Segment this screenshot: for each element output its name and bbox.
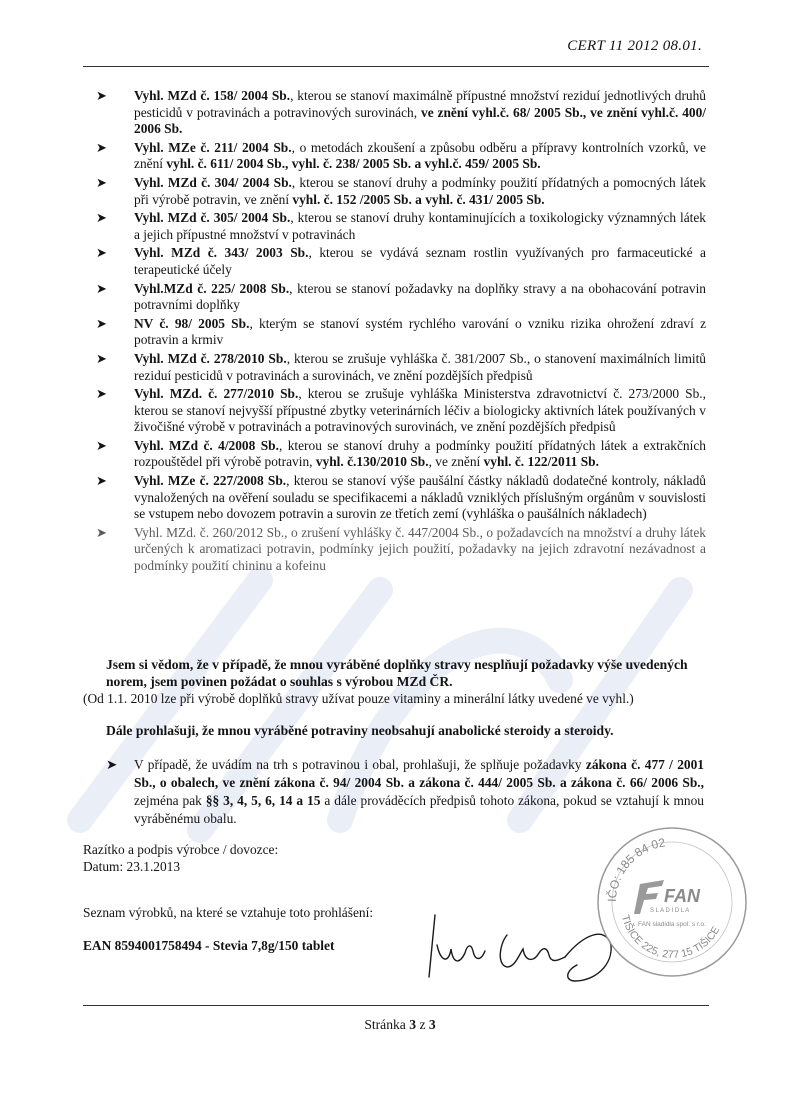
- declaration-steroids: Dále prohlašuji, že mnou vyráběné potraviny neobsahují anabolické steroidy a steroidy.: [106, 723, 614, 738]
- certificate-code: CERT 11 2012 08.01.: [567, 38, 702, 54]
- list-item: ➤ Vyhl. MZd č. 304/ 2004 Sb., kterou se stanoví druhy a podmínky použití přídatných a pomocných látek při výrobě potravin, ve znění vyhl. č. 152 /2005 Sb. a vyhl. č. 431/ 2005 Sb.: [96, 174, 706, 207]
- arrow-bullet-icon: ➤: [96, 386, 107, 402]
- arrow-bullet-icon: ➤: [96, 174, 107, 190]
- list-item: ➤ NV č. 98/ 2005 Sb., kterým se stanoví systém rychlého varování o vzniku rizika ohrožení zdraví z potravin a krmiv: [96, 315, 707, 348]
- signature-block: [83, 841, 278, 875]
- arrow-bullet-icon: ➤: [96, 245, 107, 261]
- vitamins-note: (Od 1.1. 2010 lze při výrobě doplňků stravy užívat pouze vitaminy a minerální látky uvedené ve vyhl.): [83, 691, 634, 706]
- arrow-bullet-icon: ➤: [96, 524, 107, 540]
- list-item: ➤ Vyhl. MZd č. 158/ 2004 Sb., kterou se stanoví maximálně přípustné množství reziduí jednotlivých druhů pesticidů v potravinách a potravinových surovinách, ve znění vyhl.č. 68/ 2005 Sb., ve znění vyhl.č. 400/ 2006 Sb.: [96, 88, 706, 137]
- header-divider: [83, 66, 709, 67]
- arrow-bullet-icon: ➤: [96, 350, 107, 366]
- list-item: ➤ Vyhl. MZe č. 227/2008 Sb., kterou se stanoví výše paušální částky nákladů dodatečné kontroly, nákladů vynaložených na ověření souladu se specifikacemi a nákladů vzniklých příslušným orgánům v souvislosti se vstupem nebo dovozem potravin a surovin ze třetích zemí (vyhláška o paušálních nákladech): [96, 473, 706, 522]
- list-item: ➤ Vyhl. MZd. č. 260/2012 Sb., o zrušení vyhlášky č. 447/2004 Sb., o požadavcích na množství a druhy látek určených k aromatizaci potravin, podmínky jejich použití, požadavky na jejich zdravotní nezávadnost a podmínky použití chininu a kofeinu: [96, 524, 706, 574]
- handwritten-signature: [415, 905, 615, 985]
- arrow-bullet-icon: ➤: [96, 315, 107, 331]
- ean-product: EAN 8594001758494 - Stevia 7,8g/150 tablet: [83, 938, 335, 953]
- list-item: ➤ Vyhl. MZd. č. 277/2010 Sb., kterou se zrušuje vyhláška Ministerstva zdravotnictví č. 273/2000 Sb., kterou se stanoví nejvyšší přípustné zbytky veterinárních léčiv a biologicky aktivních látek používaných v živočišné výrobě v potravinách a potravinových surovinách, ve znění pozdějších předpisů: [96, 386, 706, 435]
- page-number: Stránka 3 z 3: [364, 1017, 436, 1032]
- list-item: ➤ Vyhl. MZe č. 211/ 2004 Sb., o metodách zkoušení a způsobu odběru a přípravy kontrolních vzorků, ve znění vyhl. č. 611/ 2004 Sb., vyhl. č. 238/ 2005 Sb. a vyhl.č. 459/ 2005 Sb.: [96, 139, 706, 172]
- stamp-ico: IČO: 185 84 02: [604, 835, 667, 903]
- arrow-bullet-icon: ➤: [96, 88, 107, 103]
- date: Datum: 23.1.2013: [83, 859, 181, 874]
- arrow-bullet-icon: ➤: [96, 473, 107, 489]
- footer-divider: [83, 1005, 709, 1006]
- arrow-bullet-icon: ➤: [96, 280, 107, 296]
- company-stamp: [592, 822, 752, 982]
- arrow-bullet-icon: ➤: [96, 210, 107, 226]
- list-item: ➤ Vyhl. MZd č. 343/ 2003 Sb., kterou se vydává seznam rostlin využívaných pro farmaceutické a terapeutické účely: [96, 245, 706, 277]
- list-item: ➤ Vyhl. MZd č. 4/2008 Sb., kterou se stanoví druhy a podmínky použití přídatných látek a extrakčních rozpouštědel při výrobě potravin, vyhl. č.130/2010 Sb., ve znění vyhl. č. 122/2011 Sb.: [96, 437, 706, 470]
- stamp-brand: FAN: [664, 886, 700, 906]
- list-item: ➤ Vyhl. MZd č. 305/ 2004 Sb., kterou se stanoví druhy kontaminujících a toxikologicky významných látek a jejich přípustné množství v potravinách: [96, 210, 706, 242]
- declaration-norms: Jsem si vědom, že v případě, že mnou vyráběné doplňky stravy nesplňují požadavky výše uvedených norem, jsem povinen požádat o souhlas s výrobou MZd ČR.: [106, 657, 688, 689]
- arrow-bullet-icon: ➤: [96, 437, 107, 453]
- packaging-declaration: ➤ V případě, že uvádím na trh s potravinou i obal, prohlašuji, že splňuje požadavky zákona č. 477 / 2001 Sb., o obalech, ve znění zákona č. 94/ 2004 Sb. a zákona č. 444/ 2005 Sb. a zákona č. 66/ 2006 Sb., zejména pak §§ 3, 4, 5, 6, 14 a 15 a dále prováděcích předpisů tohoto zákona, pokud se vztahují k mnou vyráběnému obalu.: [106, 757, 704, 826]
- svg-text:IČO: 185 84 02: [604, 835, 667, 902]
- stamp-label: Razítko a podpis výrobce / dovozce:: [83, 842, 279, 857]
- list-item: ➤ Vyhl. MZd č. 278/2010 Sb., kterou se zrušuje vyhláška č. 381/2007 Sb., o stanovení maximálních limitů reziduí pesticidů v potravinách a surovinách, ve znění pozdějších předpisů: [96, 350, 706, 383]
- stamp-address: TIŠICE 225, 277 15 TIŠICE: [618, 913, 723, 961]
- arrow-bullet-icon: ➤: [96, 139, 107, 155]
- list-item: ➤ Vyhl.MZd č. 225/ 2008 Sb., kterou se stanoví požadavky na doplňky stravy a na obohacování potravin potravními doplňky: [96, 280, 706, 313]
- stamp-sub: S L A D I D L A: [650, 908, 690, 914]
- stamp-company: FAN sladidla spol. s r.o.: [638, 921, 706, 928]
- arrow-bullet-icon: ➤: [106, 757, 118, 772]
- regulations-list: [96, 88, 706, 577]
- products-label: Seznam výrobků, na které se vztahuje toto prohlášení:: [83, 905, 374, 920]
